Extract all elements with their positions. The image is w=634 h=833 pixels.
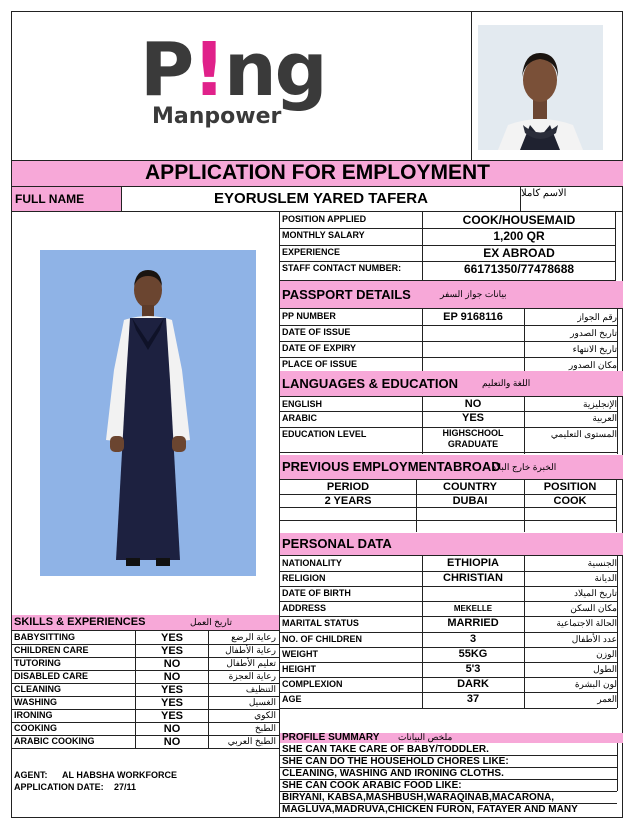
- previous-title-arabic: [492, 462, 634, 473]
- divider: [280, 396, 623, 397]
- agent-value: AL HABSHA WORKFORCE: [62, 770, 177, 780]
- divider: [280, 708, 617, 709]
- language-arabic: المستوى التعليمي: [550, 429, 617, 439]
- skill-value: NO: [163, 723, 181, 735]
- passport-arabic: مكان الصدور: [568, 360, 617, 370]
- personal-arabic: العمر: [597, 694, 617, 704]
- personal-arabic: مكان السكن: [570, 603, 617, 613]
- job-label: EXPERIENCE: [282, 247, 341, 257]
- personal-value: 3: [469, 633, 477, 645]
- divider: [524, 556, 525, 708]
- personal-value: CHRISTIAN: [443, 572, 503, 584]
- skill-label: CHILDREN CARE: [14, 645, 89, 655]
- personal-label: NO. OF CHILDREN: [282, 634, 362, 644]
- passport-label: DATE OF EXPIRY: [282, 343, 357, 353]
- divider: [280, 228, 616, 229]
- profile-line: BIRYANI, KABSA,MASHBUSH,WARAQINAB,MACARONA,: [282, 792, 555, 803]
- language-label: EDUCATION LEVEL: [282, 429, 367, 439]
- profile-title: PROFILE SUMMARY: [282, 732, 380, 743]
- divider: [617, 556, 618, 708]
- divider: [280, 507, 616, 508]
- previous-title: PREVIOUS EMPLOYMENTABROAD: [282, 459, 501, 474]
- language-arabic: العربية: [592, 413, 617, 423]
- personal-value: ETHIOPIA: [447, 557, 499, 569]
- divider: [280, 555, 623, 556]
- divider: [422, 556, 423, 708]
- skill-value: NO: [163, 671, 181, 683]
- divider: [280, 357, 617, 358]
- previous-header: PERIOD: [326, 481, 370, 493]
- passport-label: PP NUMBER: [282, 311, 336, 321]
- divider: [617, 743, 618, 791]
- profile-line: SHE CAN TAKE CARE OF BABY/TODDLER.: [282, 744, 489, 755]
- headshot-photo: [478, 25, 603, 150]
- passport-value: EP 9168116: [443, 311, 503, 323]
- personal-arabic: الوزن: [596, 649, 617, 659]
- divider: [422, 212, 423, 280]
- divider: [280, 520, 616, 521]
- full-name-label: FULL NAME: [15, 192, 85, 206]
- previous-cell: COOK: [553, 495, 587, 507]
- skill-arabic: تعليم الأطفال: [226, 658, 276, 668]
- personal-arabic: الطول: [593, 664, 617, 674]
- personal-arabic: عدد الأطفال: [571, 634, 617, 644]
- skill-arabic: التنظيف: [245, 684, 276, 694]
- full-name-arabic: الاسم كاملا: [521, 188, 567, 199]
- skill-label: IRONING: [14, 710, 53, 720]
- personal-arabic: الجنسية: [587, 558, 617, 568]
- divider: [135, 631, 136, 748]
- skill-arabic: الطبخ: [254, 723, 276, 733]
- divider: [12, 211, 623, 212]
- personal-label: AGE: [282, 694, 302, 704]
- job-value: COOK/HOUSEMAID: [462, 213, 576, 227]
- divider: [12, 748, 279, 749]
- skill-value: NO: [163, 658, 181, 670]
- passport-title: PASSPORT DETAILS: [282, 286, 411, 302]
- previous-header: COUNTRY: [443, 481, 497, 493]
- previous-cell: 2 YEARS: [324, 495, 372, 507]
- divider: [617, 397, 618, 454]
- passport-title-arabic: [440, 289, 634, 300]
- divider: [524, 480, 525, 532]
- skill-arabic: الطبخ العربي: [227, 736, 276, 746]
- divider: [617, 309, 618, 373]
- divider: [280, 308, 623, 309]
- skill-label: DISABLED CARE: [14, 671, 89, 681]
- job-value: 1,200 QR: [493, 229, 545, 243]
- divider: [280, 341, 617, 342]
- profile-line: CLEANING, WASHING AND IRONING CLOTHS.: [282, 768, 504, 779]
- divider: [471, 12, 472, 160]
- divider: [416, 480, 417, 532]
- divider: [280, 245, 616, 246]
- language-value: NO: [464, 398, 482, 410]
- language-arabic: الإنجليزية: [583, 399, 617, 409]
- profile-line: MAGLUVA,MADRUVA,CHICKEN FURON, FATAYER AND MANY: [282, 804, 578, 815]
- passport-arabic: تاريخ الصدور: [570, 328, 617, 338]
- passport-arabic: رقم الجواز: [577, 312, 617, 322]
- divider: [280, 325, 617, 326]
- personal-label: RELIGION: [282, 573, 326, 583]
- skill-value: YES: [160, 697, 183, 709]
- personal-label: MARITAL STATUS: [282, 618, 359, 628]
- personal-arabic: الديانة: [594, 573, 617, 583]
- skill-arabic: رعاية الرضع: [231, 632, 276, 642]
- languages-title: LANGUAGES & EDUCATION: [282, 375, 458, 391]
- job-value: 66171350/77478688: [463, 262, 575, 276]
- personal-value: 55KG: [458, 648, 488, 660]
- language-label: ARABIC: [282, 413, 317, 423]
- skills-title: SKILLS & EXPERIENCES: [14, 616, 146, 628]
- skill-value: NO: [163, 736, 181, 748]
- job-label: POSITION APPLIED: [282, 214, 367, 224]
- personal-arabic: الحالة الاجتماعية: [556, 618, 617, 628]
- full-name-label-cell: [12, 187, 121, 211]
- personal-label: ADDRESS: [282, 603, 327, 613]
- skill-label: WASHING: [14, 697, 58, 707]
- personal-label: COMPLEXION: [282, 679, 343, 689]
- profile-title-arabic: ملخص البيانات: [398, 732, 453, 742]
- personal-label: WEIGHT: [282, 649, 318, 659]
- agent-label: AGENT:: [14, 770, 48, 780]
- previous-cell: DUBAI: [452, 495, 488, 507]
- divider: [280, 479, 623, 480]
- personal-value: MARRIED: [447, 617, 499, 629]
- divider: [616, 480, 617, 532]
- logo-exclamation: !: [192, 27, 224, 113]
- previous-arabic-text: الخبرة خارج البلاد: [492, 461, 557, 472]
- divider: [422, 309, 423, 373]
- languages-arabic-text: اللغة والتعليم: [482, 378, 531, 388]
- personal-value: DARK: [457, 678, 489, 690]
- languages-title-arabic: [482, 378, 634, 389]
- skill-arabic: الغسيل: [248, 697, 276, 707]
- personal-value: 5'3: [465, 663, 481, 675]
- language-label: ENGLISH: [282, 399, 323, 409]
- logo-wordmark: P!ng: [140, 27, 326, 113]
- language-value: HIGHSCHOOL GRADUATE: [442, 428, 504, 449]
- passport-label: PLACE OF ISSUE: [282, 359, 358, 369]
- skill-arabic: رعاية العجزة: [228, 671, 276, 681]
- full-body-photo: [40, 250, 256, 576]
- full-name-value: EYORUSLEM YARED TAFERA: [214, 190, 428, 207]
- personal-title: PERSONAL DATA: [282, 536, 392, 551]
- divider: [208, 631, 209, 748]
- personal-label: HEIGHT: [282, 664, 317, 674]
- skill-value: YES: [160, 645, 183, 657]
- job-label: MONTHLY SALARY: [282, 230, 365, 240]
- previous-header: POSITION: [543, 481, 597, 493]
- personal-arabic: لون البشرة: [574, 679, 617, 689]
- profile-line: SHE CAN DO THE HOUSEHOLD CHORES LIKE:: [282, 756, 509, 767]
- profile-line: SHE CAN COOK ARABIC FOOD LIKE:: [282, 780, 462, 791]
- divider: [615, 212, 616, 280]
- personal-value: 37: [466, 693, 480, 705]
- divider: [12, 630, 279, 631]
- passport-label: DATE OF ISSUE: [282, 327, 351, 337]
- skills-title-arabic: تاريخ العمل: [190, 617, 233, 627]
- divider: [280, 586, 617, 587]
- skill-arabic: الكوي: [254, 710, 276, 720]
- page-title: APPLICATION FOR EMPLOYMENT: [12, 161, 623, 186]
- logo-tagline: Manpower: [152, 104, 282, 129]
- personal-label: DATE OF BIRTH: [282, 588, 351, 598]
- skill-label: TUTORING: [14, 658, 61, 668]
- job-label: STAFF CONTACT NUMBER:: [282, 263, 402, 273]
- passport-arabic-text: بيانات جواز السفر: [440, 289, 507, 299]
- personal-arabic: تاريخ الميلاد: [574, 588, 617, 598]
- application-date-label: APPLICATION DATE:: [14, 782, 104, 792]
- divider: [524, 309, 525, 373]
- divider: [280, 452, 617, 453]
- language-value: YES: [461, 412, 484, 424]
- personal-value: MEKELLE: [453, 604, 493, 613]
- divider: [422, 397, 423, 454]
- skill-value: YES: [160, 710, 183, 722]
- divider: [524, 397, 525, 454]
- personal-label: NATIONALITY: [282, 558, 342, 568]
- application-date-value: 27/11: [114, 782, 137, 792]
- skill-value: YES: [160, 632, 183, 644]
- job-value: EX ABROAD: [483, 246, 555, 260]
- logo-area: [12, 12, 471, 160]
- skill-label: ARABIC COOKING: [14, 736, 95, 746]
- skill-label: BABYSITTING: [14, 632, 76, 642]
- skill-label: CLEANING: [14, 684, 61, 694]
- passport-arabic: تاريخ الانتهاء: [572, 344, 617, 354]
- skill-value: YES: [160, 684, 183, 696]
- skill-arabic: رعاية الأطفال: [225, 645, 276, 655]
- skill-label: COOKING: [14, 723, 58, 733]
